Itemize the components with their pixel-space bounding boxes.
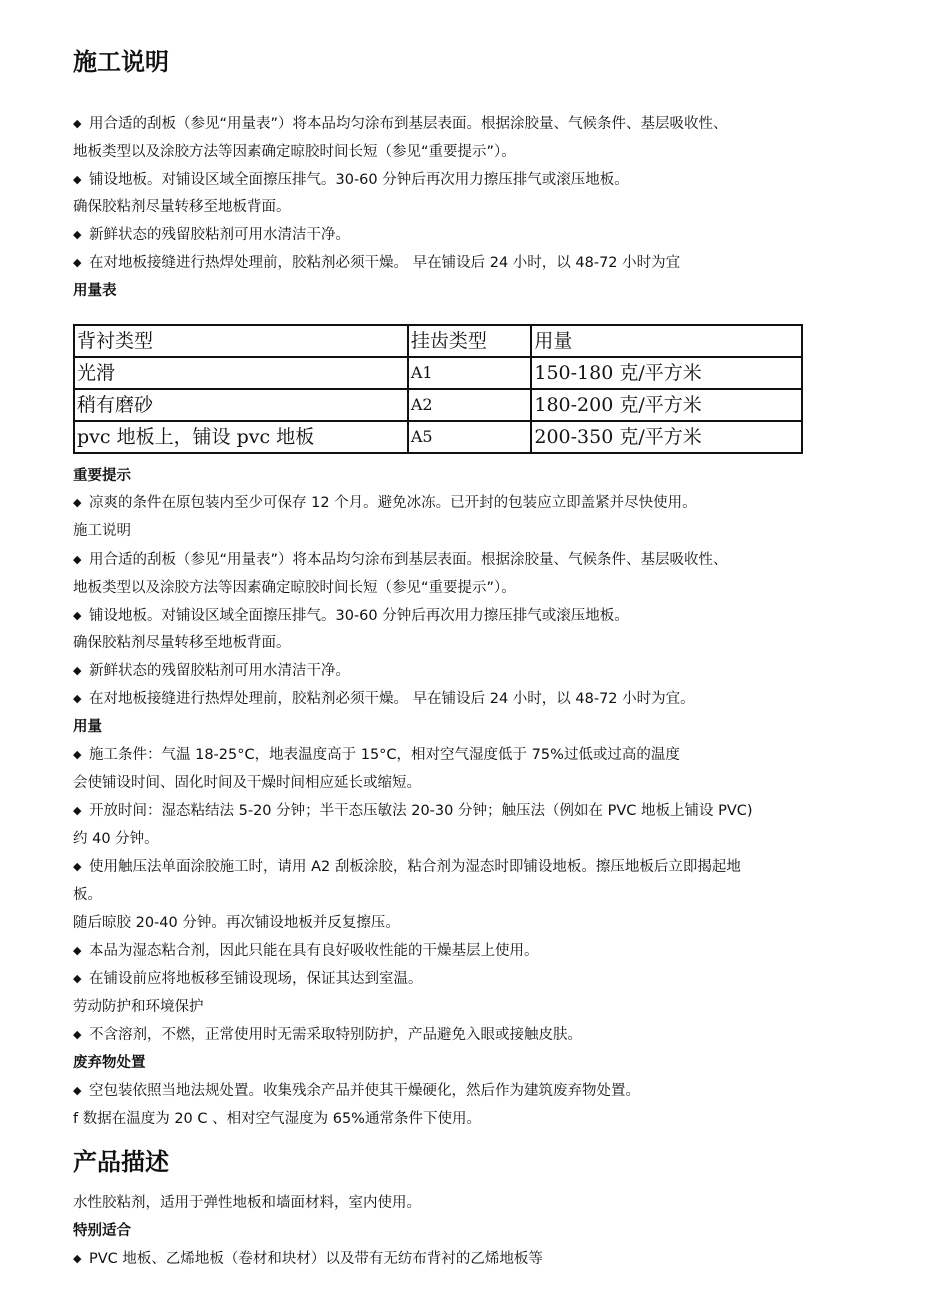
paragraph-line: 确保胶粘剂尽量转移至地板背面。 [73, 199, 291, 215]
bullet-icon: ◆ [73, 553, 82, 566]
protection-title: 劳动防护和环境保护 [73, 999, 204, 1015]
table-cell: 200-350 克/平方米 [531, 421, 802, 453]
bullet-icon: ◆ [73, 256, 82, 269]
paragraph-line: 水性胶粘剂，适用于弹性地板和墙面材料，室内使用。 [73, 1195, 421, 1211]
bullet-icon: ◆ [73, 1252, 82, 1265]
paragraph-line: 确保胶粘剂尽量转移至地板背面。 [73, 635, 291, 651]
table-cell: pvc 地板上，铺设 pvc 地板 [74, 421, 408, 453]
paragraph-line: 随后晾胶 20-40 分钟。再次铺设地板并反复擦压。 [73, 915, 400, 931]
paragraph-line: ◆ 本品为湿态粘合剂，因此只能在具有良好吸收性能的干燥基层上使用。 [73, 943, 539, 959]
paragraph-line: 地板类型以及涂胶方法等因素确定晾胶时间长短（参见“重要提示”）。 [73, 580, 516, 596]
usage-table [73, 324, 803, 454]
table-header-cell: 挂齿类型 [408, 325, 532, 357]
dosage-title: 用量 [73, 719, 102, 735]
paragraph-line: ◆ 在对地板接缝进行热焊处理前，胶粘剂必须干燥。 早在铺设后 24 小时，以 48-72 小时为宜 [73, 255, 681, 271]
bullet-icon: ◆ [73, 1084, 82, 1097]
paragraph-line: ◆ 开放时间：湿态粘结法 5-20 分钟；半干态压敏法 20-30 分钟；触压法（例如在 PVC 地板上铺设 PVC) [73, 803, 753, 819]
paragraph-line: ◆ 使用触压法单面涂胶施工时，请用 A2 刮板涂胶，粘合剂为湿态时即铺设地板。擦压地板后立即揭起地 [73, 859, 741, 875]
table-row [74, 421, 802, 453]
paragraph-line: 约 40 分钟。 [73, 831, 159, 847]
bullet-icon: ◆ [73, 173, 82, 186]
bullet-icon: ◆ [73, 944, 82, 957]
paragraph-line: ◆ 施工条件：气温 18-25°C，地表温度高于 15°C，相对空气湿度低于 75%过低或过高的温度 [73, 747, 680, 763]
table-cell: A2 [408, 389, 532, 421]
bullet-icon: ◆ [73, 664, 82, 677]
paragraph-line: ◆ 不含溶剂，不燃，正常使用时无需采取特别防护，产品避免入眼或接触皮肤。 [73, 1027, 582, 1043]
table-cell: 光滑 [74, 357, 408, 389]
table-cell: 稍有磨砂 [74, 389, 408, 421]
waste-title: 废弃物处置 [73, 1055, 146, 1071]
bullet-icon: ◆ [73, 692, 82, 705]
paragraph-line: 会使铺设时间、固化时间及干燥时间相应延长或缩短。 [73, 775, 421, 791]
paragraph-line: ◆ 在铺设前应将地板移至铺设现场，保证其达到室温。 [73, 971, 423, 987]
paragraph-line: ◆ 用合适的刮板（参见“用量表”）将本品均匀涂布到基层表面。根据涂胶量、气候条件、基层吸收性、 [73, 552, 728, 568]
bullet-icon: ◆ [73, 609, 82, 622]
bullet-icon: ◆ [73, 972, 82, 985]
table-cell: 180-200 克/平方米 [531, 389, 802, 421]
section-title-product: 产品描述 [73, 1148, 169, 1176]
important-title: 重要提示 [73, 468, 131, 484]
table-header-cell: 背衬类型 [74, 325, 408, 357]
paragraph-line: ◆ 在对地板接缝进行热焊处理前，胶粘剂必须干燥。 早在铺设后 24 小时，以 48-72 小时为宜。 [73, 691, 695, 707]
bullet-icon: ◆ [73, 1028, 82, 1041]
paragraph-line: ◆ 凉爽的条件在原包装内至少可保存 12 个月。避免冰冻。已开封的包装应立即盖紧并尽快使用。 [73, 495, 697, 511]
paragraph-line: 板。 [73, 887, 102, 903]
table-row [74, 357, 802, 389]
bullet-icon: ◆ [73, 496, 82, 509]
usage-table-title: 用量表 [73, 283, 117, 299]
paragraph-line: ◆ 铺设地板。对铺设区域全面擦压排气。30-60 分钟后再次用力擦压排气或滚压地板。 [73, 172, 629, 188]
paragraph-line: ◆ 用合适的刮板（参见“用量表”）将本品均匀涂布到基层表面。根据涂胶量、气候条件、基层吸收性、 [73, 116, 728, 132]
footnote: f 数据在温度为 20 C 、相对空气湿度为 65%通常条件下使用。 [73, 1111, 481, 1127]
paragraph-line: 地板类型以及涂胶方法等因素确定晾胶时间长短（参见“重要提示”）。 [73, 144, 516, 160]
paragraph-line: ◆ PVC 地板、乙烯地板（卷材和块材）以及带有无纺布背衬的乙烯地板等 [73, 1251, 543, 1267]
bullet-icon: ◆ [73, 860, 82, 873]
paragraph-line: ◆ 铺设地板。对铺设区域全面擦压排气。30-60 分钟后再次用力擦压排气或滚压地板。 [73, 608, 629, 624]
table-cell: A1 [408, 357, 532, 389]
paragraph-line: ◆ 新鲜状态的残留胶粘剂可用水清洁干净。 [73, 227, 350, 243]
paragraph-line: ◆ 空包装依照当地法规处置。收集残余产品并使其干燥硬化，然后作为建筑废弃物处置。 [73, 1083, 640, 1099]
table-cell: A5 [408, 421, 532, 453]
table-header-row [74, 325, 802, 357]
bullet-icon: ◆ [73, 748, 82, 761]
subsection-title-construction: 施工说明 [73, 523, 131, 539]
paragraph-line: ◆ 新鲜状态的残留胶粘剂可用水清洁干净。 [73, 663, 350, 679]
table-row [74, 389, 802, 421]
table-header-cell: 用量 [531, 325, 802, 357]
section-title-construction: 施工说明 [73, 48, 169, 76]
bullet-icon: ◆ [73, 117, 82, 130]
bullet-icon: ◆ [73, 804, 82, 817]
suitable-title: 特别适合 [73, 1223, 131, 1239]
bullet-icon: ◆ [73, 228, 82, 241]
table-cell: 150-180 克/平方米 [531, 357, 802, 389]
